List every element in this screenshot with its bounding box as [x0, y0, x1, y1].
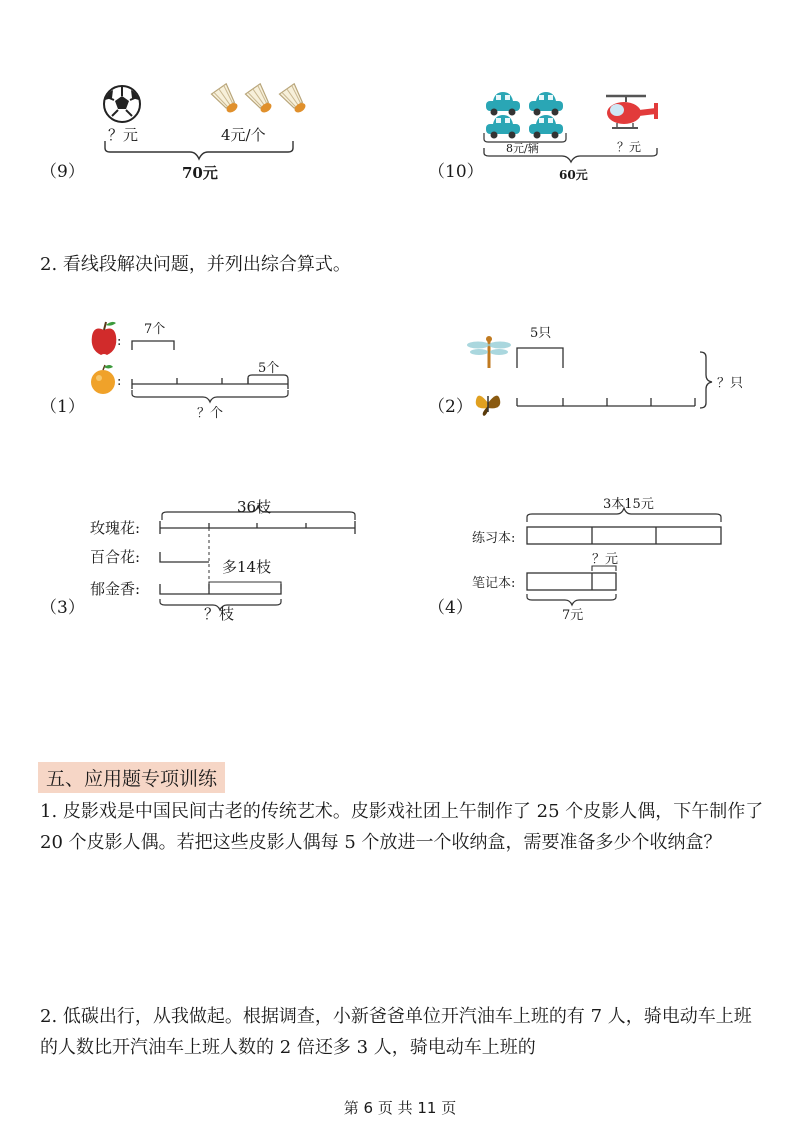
orange-icon: [91, 365, 115, 394]
p1-colon-1: :: [117, 334, 122, 349]
bar-exercise-book: [527, 527, 721, 544]
p3-top-label: 36枝: [237, 498, 272, 516]
butterfly-icon: [476, 396, 501, 416]
page-footer: 第 6 页 共 11 页: [343, 1099, 457, 1117]
p10-car-label: 8元/辆: [506, 142, 539, 155]
segment-dragonfly: [517, 348, 563, 368]
p3-more-label: 多14枝: [222, 558, 272, 576]
p1-number: （1）: [40, 397, 85, 417]
brace-more-3: [209, 582, 281, 589]
p4-top-label: 3本15元: [603, 497, 654, 512]
brace-extra: [248, 375, 288, 384]
p2-number: （2）: [428, 397, 473, 417]
section5-q2: 2. 低碳出行，从我做起。根据调查，小新爸爸单位开汽油车上班的有 7 人，骑电动车上班的人数比开汽油车上班人数的 2 倍还多 3 人，骑电动车上班的: [40, 1006, 752, 1058]
p1-total-label: ？个: [197, 406, 224, 421]
p4-row-exercise: 练习本:: [472, 531, 516, 546]
p9-total: 70元: [182, 164, 218, 182]
shuttlecock-icon: [211, 84, 309, 116]
helicopter-icon: [606, 96, 658, 128]
p2-total-label: ？只: [717, 376, 744, 391]
segment-tulip: [160, 584, 281, 594]
section5-q1: 1. 皮影戏是中国民间古老的传统艺术。皮影戏社团上午制作了 25 个皮影人偶，下午制作了 20 个皮影人偶。若把这些皮影人偶每 5 个放进一个收纳盒，需要准备多少个收纳盒？: [40, 801, 764, 853]
p2-top-label: 5只: [530, 326, 552, 341]
bar-notebook: [527, 573, 616, 590]
p9-number: （9）: [40, 162, 85, 182]
apple-icon: [92, 322, 117, 355]
section2-title: 2. 看线段解决问题，并列出综合算式。: [40, 254, 351, 275]
brace-total-1: [132, 390, 288, 402]
p10-number: （10）: [428, 162, 484, 182]
p4-row-notebook: 笔记本:: [472, 576, 516, 591]
p9-shuttle-label: 4元/个: [221, 126, 266, 144]
p4-number: （4）: [428, 598, 473, 618]
p3-row-tulip: 郁金香:: [90, 580, 141, 598]
p3-row-lily: 百合花:: [90, 548, 141, 566]
p3-number: （3）: [40, 598, 85, 618]
soccer-ball-icon: [104, 86, 140, 122]
segment-apple: [132, 341, 174, 350]
p10-total: 60元: [559, 168, 588, 182]
p10-heli-label: ？元: [617, 140, 642, 154]
p3-row-rose: 玫瑰花:: [90, 519, 141, 537]
dragonfly-icon: [467, 336, 511, 368]
p9-ball-label: ？元: [108, 126, 139, 144]
p4-bottom-label: 7元: [562, 608, 584, 623]
p1-extra-label: 5个: [258, 361, 280, 376]
car-icon: [486, 92, 563, 139]
p4-q-label: ？元: [592, 552, 619, 567]
p3-total-label: ？枝: [204, 605, 235, 623]
segment-lily: [160, 552, 209, 562]
section5-heading: 五、应用题专项训练: [38, 762, 225, 793]
p1-colon-2: :: [117, 374, 122, 389]
brace-total-2: [700, 352, 712, 408]
p1-apple-label: 7个: [144, 322, 166, 337]
